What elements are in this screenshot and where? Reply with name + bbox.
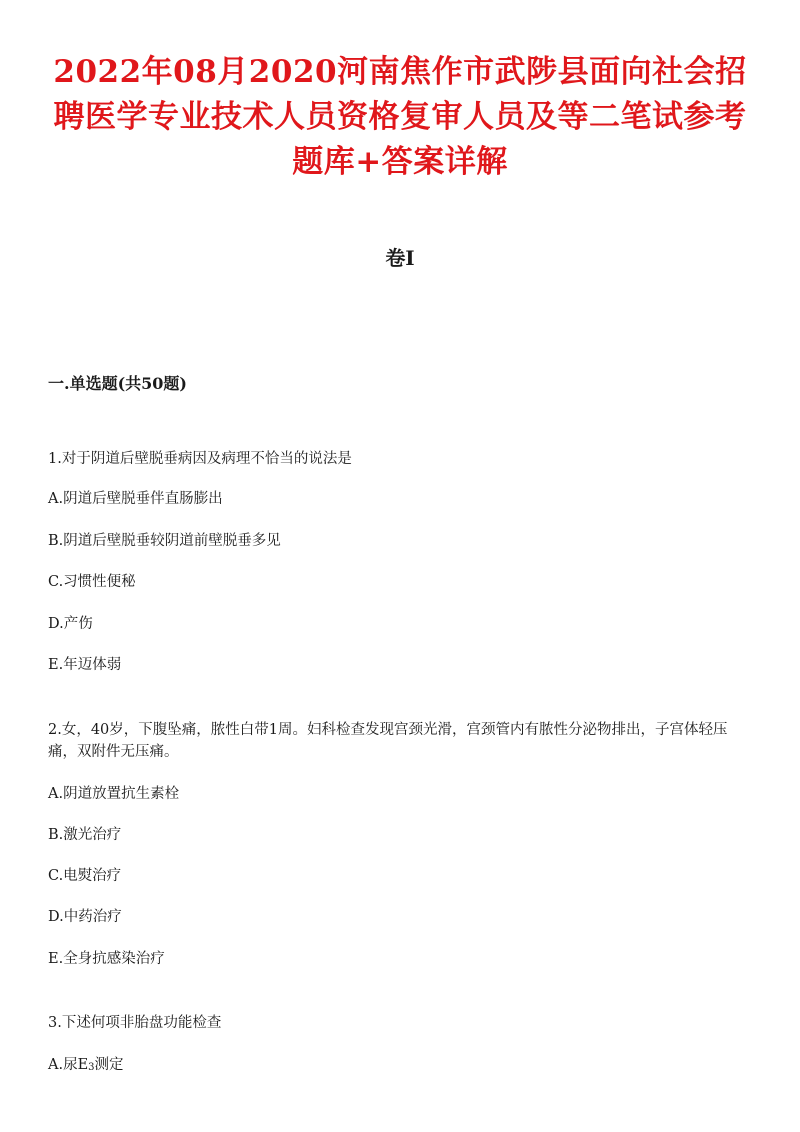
question-2-option-e: E.全身抗感染治疗 xyxy=(48,951,165,967)
question-3-option-a-suffix: 测定 xyxy=(94,1057,124,1073)
document-title: 2022年08月2020河南焦作市武陟县面向社会招聘医学专业技术人员资格复审人员及等二笔试参考题库+答案详解 xyxy=(53,54,747,180)
question-1-text: 1.对于阴道后壁脱垂病因及病理不恰当的说法是 xyxy=(48,451,352,467)
question-3-text: 3.下述何项非胎盘功能检查 xyxy=(48,1015,222,1031)
question-2-option-d: D.中药治疗 xyxy=(48,909,122,925)
question-3-option-a-prefix: A.尿E xyxy=(48,1057,89,1073)
question-1-option-d: D.产伤 xyxy=(48,616,93,632)
question-2-option-b: B.激光治疗 xyxy=(48,827,122,843)
question-2-option-a: A.阴道放置抗生素栓 xyxy=(48,786,180,802)
question-1-option-c: C.习惯性便秘 xyxy=(48,574,136,590)
question-1-option-b: B.阴道后壁脱垂较阴道前壁脱垂多见 xyxy=(48,533,281,549)
volume-heading: 卷I xyxy=(385,246,415,270)
section-heading: 一.单选题(共50题) xyxy=(48,374,187,393)
question-3-option-a xyxy=(48,1055,124,1077)
question-3-option-a-subscript: 3 xyxy=(88,1062,95,1073)
question-1-option-e: E.年迈体弱 xyxy=(48,657,122,673)
question-1-option-a: A.阴道后壁脱垂伴直肠膨出 xyxy=(48,491,223,507)
question-2-option-c: C.电熨治疗 xyxy=(48,868,122,884)
question-2-text: 2.女，40岁，下腹坠痛，脓性白带1周。妇科检查发现宫颈光滑，宫颈管内有脓性分泌物排出，子宫体轻压痛，双附件无压痛。 xyxy=(48,722,728,760)
